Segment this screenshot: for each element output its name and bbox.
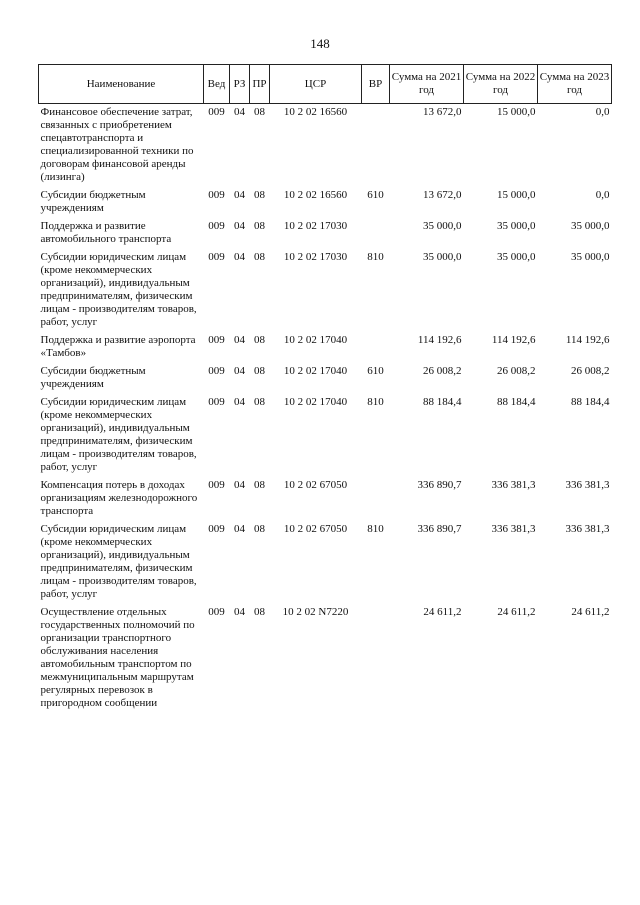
- row-rz: 04: [234, 334, 245, 346]
- row-vr: [362, 332, 390, 363]
- row-sum-2022: 336 381,3: [491, 523, 536, 535]
- row-rz: 04: [234, 251, 245, 263]
- row-ved: 009: [208, 251, 225, 263]
- row-rz: 04: [234, 479, 245, 491]
- row-ved: 009: [208, 334, 225, 346]
- table-header: [39, 65, 612, 104]
- row-vr: [362, 604, 390, 713]
- row-pr: 08: [254, 334, 265, 346]
- row-sum-2021: 13 672,0: [423, 106, 462, 118]
- row-sum-2023: 88 184,4: [571, 396, 610, 408]
- row-csr: 10 2 02 67050: [283, 479, 348, 491]
- row-name: Финансовое обеспечение затрат, связанных с приобретением спецавтотранспорта и специализированной техники по договорам финансовой аренды (лизинга): [40, 106, 194, 183]
- row-ved: 009: [208, 106, 225, 118]
- row-vr: [362, 104, 390, 188]
- table-row: [39, 187, 612, 218]
- row-vr: 610: [367, 189, 384, 201]
- row-sum-2021: 336 890,7: [417, 523, 462, 535]
- row-ved: 009: [208, 365, 225, 377]
- budget-table: [38, 64, 612, 713]
- row-rz: 04: [234, 189, 245, 201]
- row-ved: 009: [208, 189, 225, 201]
- row-sum-2023: 114 192,6: [565, 334, 610, 346]
- row-sum-2021: 13 672,0: [423, 189, 462, 201]
- row-rz: 04: [234, 106, 245, 118]
- row-vr: 810: [367, 523, 384, 535]
- table-row: [39, 363, 612, 394]
- header-sum-2023: Сумма на 2023 год: [538, 65, 612, 104]
- row-rz: 04: [234, 523, 245, 535]
- row-sum-2023: 26 008,2: [571, 365, 610, 377]
- row-name: Субсидии бюджетным учреждениям: [40, 189, 146, 214]
- row-csr: 10 2 02 16560: [283, 189, 348, 201]
- row-pr: 08: [254, 220, 265, 232]
- row-sum-2022: 88 184,4: [497, 396, 536, 408]
- row-sum-2021: 24 611,2: [423, 606, 462, 618]
- row-name: Компенсация потерь в доходах организациям железнодорожного транспорта: [40, 479, 198, 517]
- header-sum-2022: Сумма на 2022 год: [464, 65, 538, 104]
- table-body: [39, 104, 612, 714]
- header-pr: ПР: [250, 65, 270, 104]
- header-rz: РЗ: [230, 65, 250, 104]
- row-sum-2021: 114 192,6: [417, 334, 462, 346]
- row-name: Осуществление отдельных государственных полномочий по организации транспортного обслуживания населения автомобильным транспортом по межмуниципальным маршрутам регулярных перевозок в пригородном сообщении: [40, 606, 195, 709]
- table-row: [39, 521, 612, 604]
- row-sum-2023: 24 611,2: [571, 606, 610, 618]
- row-pr: 08: [254, 189, 265, 201]
- row-ved: 009: [208, 606, 225, 618]
- row-csr: 10 2 02 N7220: [282, 606, 349, 618]
- row-csr: 10 2 02 67050: [283, 523, 348, 535]
- header-row: [39, 65, 612, 104]
- row-sum-2021: 88 184,4: [423, 396, 462, 408]
- table-row: [39, 249, 612, 332]
- row-name: Субсидии юридическим лицам (кроме некоммерческих организаций), индивидуальным предпринимателям, физическим лицам - производителям товаров, работ, услуг: [40, 251, 197, 328]
- row-ved: 009: [208, 479, 225, 491]
- row-pr: 08: [254, 523, 265, 535]
- row-rz: 04: [234, 220, 245, 232]
- row-sum-2023: 336 381,3: [565, 523, 610, 535]
- row-sum-2023: 0,0: [595, 189, 610, 201]
- row-rz: 04: [234, 365, 245, 377]
- page-number: 148: [310, 36, 330, 51]
- header-vr: ВР: [362, 65, 390, 104]
- row-sum-2022: 336 381,3: [491, 479, 536, 491]
- row-name: Поддержка и развитие аэропорта «Тамбов»: [40, 334, 196, 359]
- row-ved: 009: [208, 523, 225, 535]
- row-ved: 009: [208, 220, 225, 232]
- row-sum-2023: 35 000,0: [571, 251, 610, 263]
- row-rz: 04: [234, 606, 245, 618]
- table-row: [39, 604, 612, 713]
- row-csr: 10 2 02 17030: [283, 220, 348, 232]
- row-ved: 009: [208, 396, 225, 408]
- row-sum-2022: 26 008,2: [497, 365, 536, 377]
- header-sum-2021: Сумма на 2021 год: [390, 65, 464, 104]
- row-vr: [362, 477, 390, 521]
- header-name: Наименование: [39, 65, 204, 104]
- row-pr: 08: [254, 365, 265, 377]
- row-pr: 08: [254, 396, 265, 408]
- row-csr: 10 2 02 17040: [283, 365, 348, 377]
- row-pr: 08: [254, 606, 265, 618]
- row-rz: 04: [234, 396, 245, 408]
- table-row: [39, 104, 612, 188]
- header-ved: Вед: [204, 65, 230, 104]
- row-sum-2023: 35 000,0: [571, 220, 610, 232]
- row-pr: 08: [254, 251, 265, 263]
- row-sum-2022: 35 000,0: [497, 220, 536, 232]
- row-sum-2022: 24 611,2: [497, 606, 536, 618]
- row-sum-2022: 114 192,6: [491, 334, 536, 346]
- row-name: Субсидии юридическим лицам (кроме некоммерческих организаций), индивидуальным предпринимателям, физическим лицам - производителям товаров, работ, услуг: [40, 396, 197, 473]
- row-vr: 810: [367, 251, 384, 263]
- row-csr: 10 2 02 17040: [283, 334, 348, 346]
- row-csr: 10 2 02 17030: [283, 251, 348, 263]
- row-name: Субсидии бюджетным учреждениям: [40, 365, 146, 390]
- row-vr: [362, 218, 390, 249]
- table-row: [39, 218, 612, 249]
- row-vr: 810: [367, 396, 384, 408]
- row-csr: 10 2 02 16560: [283, 106, 348, 118]
- table-row: [39, 332, 612, 363]
- row-name: Субсидии юридическим лицам (кроме некоммерческих организаций), индивидуальным предпринимателям, физическим лицам - производителям товаров, работ, услуг: [40, 523, 197, 600]
- row-sum-2023: 336 381,3: [565, 479, 610, 491]
- row-vr: 610: [367, 365, 384, 377]
- row-sum-2022: 15 000,0: [497, 189, 536, 201]
- row-sum-2021: 26 008,2: [423, 365, 462, 377]
- row-sum-2021: 336 890,7: [417, 479, 462, 491]
- row-sum-2023: 0,0: [595, 106, 610, 118]
- row-sum-2021: 35 000,0: [423, 251, 462, 263]
- table-row: [39, 477, 612, 521]
- row-sum-2022: 35 000,0: [497, 251, 536, 263]
- row-pr: 08: [254, 479, 265, 491]
- table-row: [39, 394, 612, 477]
- header-csr: ЦСР: [270, 65, 362, 104]
- row-sum-2022: 15 000,0: [497, 106, 536, 118]
- row-pr: 08: [254, 106, 265, 118]
- row-csr: 10 2 02 17040: [283, 396, 348, 408]
- row-sum-2021: 35 000,0: [423, 220, 462, 232]
- row-name: Поддержка и развитие автомобильного транспорта: [40, 220, 172, 245]
